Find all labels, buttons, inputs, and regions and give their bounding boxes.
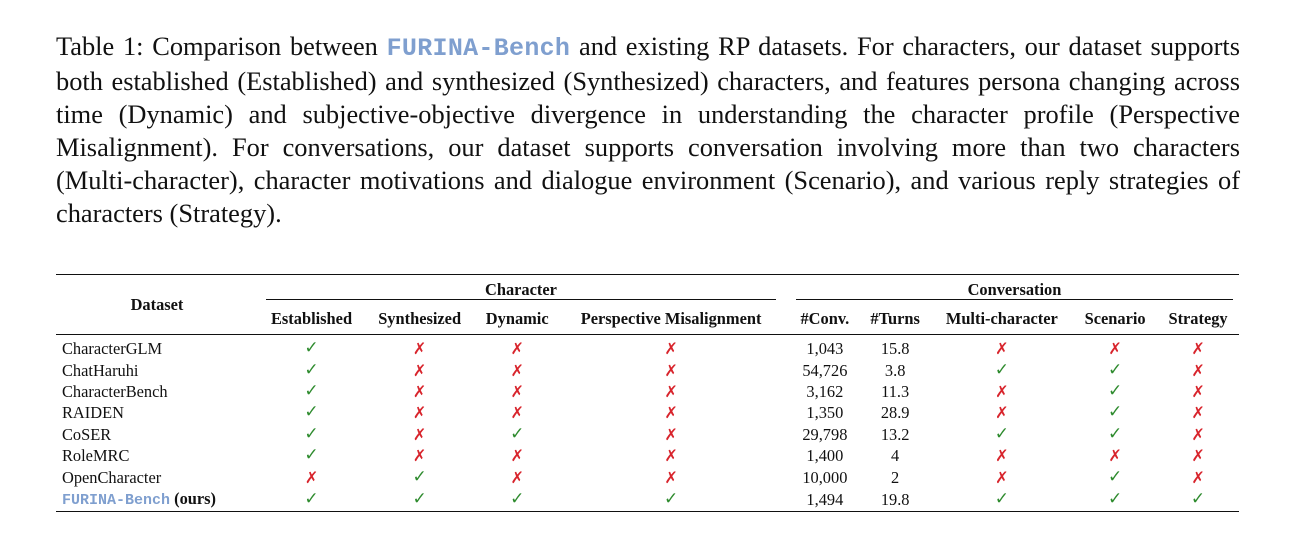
check-icon: ✓ — [994, 359, 1009, 380]
cross-icon: ✗ — [664, 424, 678, 444]
check-icon: ✓ — [510, 423, 525, 444]
cross-icon: ✗ — [664, 467, 678, 487]
col-multi-character: Multi-character — [945, 309, 1058, 328]
table-row — [56, 445, 1239, 466]
col-turns: #Turns — [870, 309, 920, 328]
cross-icon: ✗ — [664, 360, 678, 380]
check-icon: ✓ — [510, 488, 525, 509]
dataset-name: CoSER — [62, 424, 112, 444]
caption-body: and existing RP datasets. For characters, our dataset supports both established (Established) and synthesized (Synthesized) characters, and features persona changing across time (Dynamic) and subjective-objective divergence in understanding the character profile (Perspective Misalignment). For conversations, our dataset supports conversation involving more than two characters (Multi-character), character motivations and dialogue environment (Scenario), and various reply strategies of characters (Strategy). — [56, 31, 1240, 228]
table-row — [56, 381, 1239, 402]
check-icon: ✓ — [1107, 423, 1123, 444]
cell-conv: 1,494 — [806, 489, 844, 509]
cell-conv: 1,350 — [806, 403, 844, 423]
dataset-name-suffix: (ours) — [170, 488, 217, 508]
cross-icon: ✗ — [510, 381, 524, 401]
check-icon: ✓ — [994, 423, 1009, 444]
cross-icon: ✗ — [1191, 446, 1205, 466]
group-conversation-header: Conversation — [796, 280, 1233, 300]
cell-conv: 29,798 — [802, 424, 848, 444]
col-scenario: Scenario — [1084, 309, 1146, 328]
cross-icon: ✗ — [1191, 424, 1205, 444]
check-icon: ✓ — [304, 359, 319, 380]
cell-conv: 10,000 — [802, 467, 848, 487]
cross-icon: ✗ — [510, 360, 524, 380]
cross-icon: ✗ — [664, 446, 678, 466]
dataset-name — [56, 488, 258, 512]
table-row — [56, 335, 1239, 360]
cell-conv: 54,726 — [802, 360, 848, 380]
cross-icon: ✗ — [412, 339, 427, 359]
dataset-name: CharacterBench — [62, 381, 168, 401]
dataset-name: RAIDEN — [62, 403, 124, 423]
cross-icon: ✗ — [995, 403, 1009, 423]
cross-icon: ✗ — [510, 403, 524, 423]
check-icon: ✓ — [304, 380, 319, 401]
cross-icon: ✗ — [510, 339, 524, 359]
cross-icon: ✗ — [1108, 339, 1122, 359]
cell-turns: 11.3 — [881, 381, 910, 401]
caption-prefix: Table 1: Comparison between — [56, 31, 387, 61]
cell-turns: 4 — [891, 446, 900, 466]
table-row — [56, 466, 1239, 487]
check-icon: ✓ — [412, 488, 427, 509]
cross-icon: ✗ — [510, 467, 524, 487]
cell-conv: 3,162 — [806, 381, 844, 401]
caption-bench-name: FURINA-Bench — [386, 34, 571, 63]
cross-icon: ✗ — [412, 446, 427, 466]
cross-icon: ✗ — [995, 381, 1009, 401]
cross-icon: ✗ — [412, 381, 427, 401]
cross-icon: ✗ — [995, 339, 1009, 359]
check-icon: ✓ — [412, 466, 427, 487]
cross-icon: ✗ — [664, 403, 678, 423]
cell-turns: 15.8 — [880, 339, 910, 359]
cross-icon: ✗ — [412, 360, 427, 380]
col-strategy: Strategy — [1168, 309, 1228, 328]
check-icon: ✓ — [304, 445, 319, 466]
table-row — [56, 402, 1239, 423]
cross-icon: ✗ — [1191, 339, 1205, 359]
cross-icon: ✗ — [1191, 360, 1205, 380]
col-established: Established — [270, 309, 353, 328]
cross-icon: ✗ — [1108, 446, 1122, 466]
cell-conv: 1,043 — [806, 339, 844, 359]
check-icon: ✓ — [1190, 488, 1206, 509]
table-caption — [56, 30, 1240, 230]
check-icon: ✓ — [1107, 380, 1123, 401]
cell-turns: 13.2 — [880, 424, 910, 444]
cross-icon: ✗ — [664, 339, 678, 359]
dataset-header: Dataset — [130, 294, 184, 314]
check-icon: ✓ — [304, 402, 319, 423]
col-synthesized: Synthesized — [378, 309, 462, 328]
dataset-name: CharacterGLM — [62, 339, 163, 359]
table-row — [56, 359, 1239, 380]
check-icon: ✓ — [1107, 466, 1123, 487]
dataset-name-highlight: FURINA-Bench — [62, 491, 171, 509]
dataset-name: ChatHaruhi — [62, 360, 139, 380]
cross-icon: ✗ — [1191, 467, 1205, 487]
check-icon: ✓ — [1107, 488, 1123, 509]
check-icon: ✓ — [663, 488, 679, 509]
cell-turns: 28.9 — [880, 403, 910, 423]
cell-turns: 2 — [891, 467, 900, 487]
check-icon: ✓ — [304, 423, 319, 444]
cell-turns: 19.8 — [880, 489, 910, 509]
dataset-name: OpenCharacter — [62, 467, 162, 487]
cross-icon: ✗ — [1191, 403, 1205, 423]
cross-icon: ✗ — [510, 446, 524, 466]
cell-turns: 3.8 — [884, 360, 906, 380]
check-icon: ✓ — [304, 488, 319, 509]
check-icon: ✓ — [1107, 359, 1123, 380]
check-icon: ✓ — [994, 488, 1009, 509]
cell-conv: 1,400 — [806, 446, 844, 466]
cross-icon: ✗ — [664, 381, 678, 401]
cross-icon: ✗ — [1191, 381, 1205, 401]
cross-icon: ✗ — [304, 467, 319, 487]
col-dynamic: Dynamic — [485, 309, 549, 328]
cross-icon: ✗ — [412, 424, 427, 444]
dataset-name: RoleMRC — [62, 446, 130, 466]
check-icon: ✓ — [304, 338, 319, 359]
table-row — [56, 488, 1239, 512]
cross-icon: ✗ — [412, 403, 427, 423]
group-character-header: Character — [266, 280, 776, 300]
table-row — [56, 424, 1239, 445]
cross-icon: ✗ — [995, 467, 1009, 487]
cross-icon: ✗ — [995, 446, 1009, 466]
col-perspective-misalignment: Perspective Misalignment — [580, 309, 762, 328]
col-conv: #Conv. — [800, 309, 850, 328]
check-icon: ✓ — [1107, 402, 1123, 423]
comparison-table — [56, 274, 1239, 512]
table-body — [56, 335, 1239, 512]
